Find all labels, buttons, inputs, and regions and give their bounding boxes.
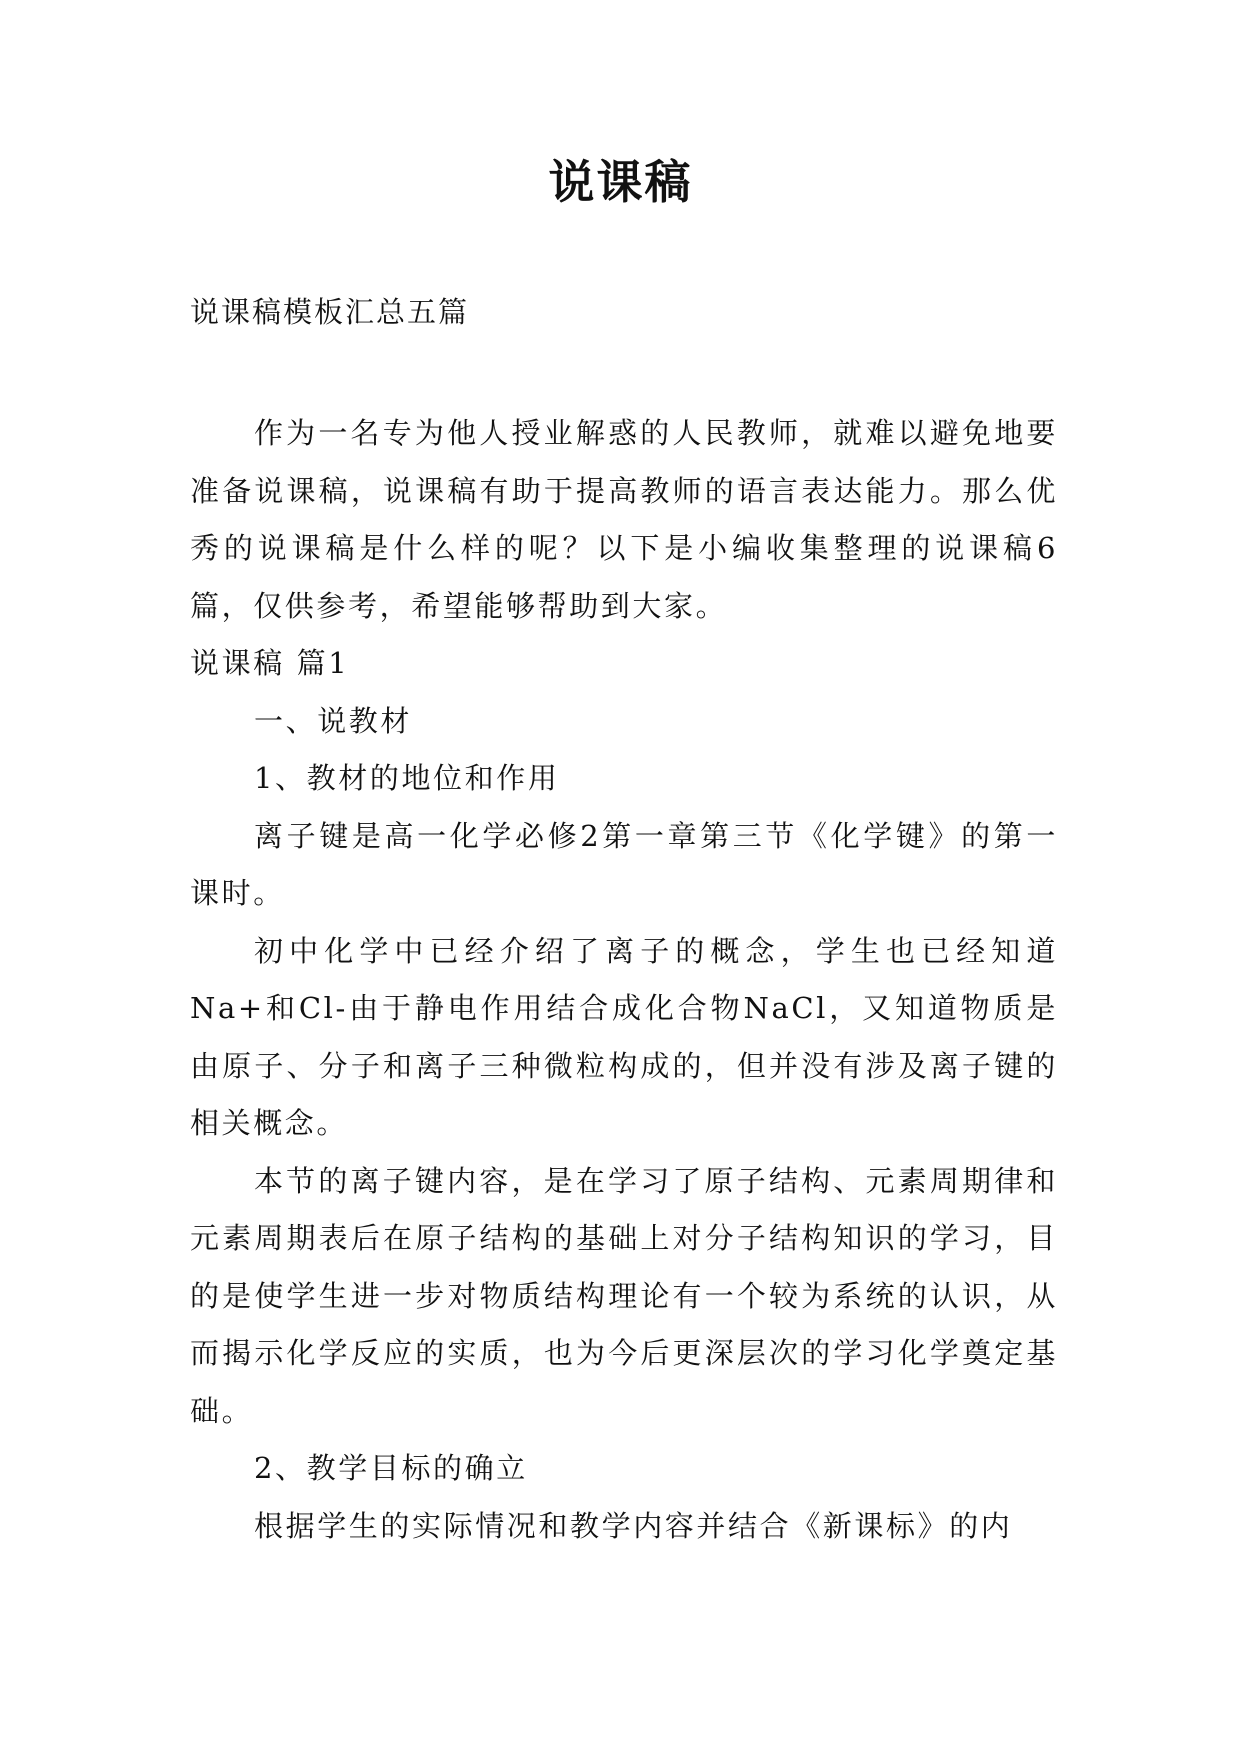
body-paragraph: 根据学生的实际情况和教学内容并结合《新课标》的内: [254, 1508, 1013, 1543]
subsection-heading: 一、说教材: [254, 703, 413, 738]
body-paragraph: 本节的离子键内容，是在学习了原子结构、元素周期律和元素周期表后在原子结构的基础上对分子结构知识的学习，目的是使学生进一步对物质结构理论有一个较为系统的认识，从而揭示化学反应的实质，也为今后更深层次的学习化学奠定基础。: [190, 1163, 1058, 1428]
item-heading: 2、教学目标的确立: [254, 1451, 528, 1485]
document-subtitle: 说课稿模板汇总五篇: [190, 295, 470, 329]
section-heading: 说课稿 篇1: [190, 646, 350, 680]
item-heading: 1、教材的地位和作用: [254, 761, 560, 795]
intro-paragraph: 作为一名专为他人授业解惑的人民教师，就难以避免地要准备说课稿，说课稿有助于提高教师的语言表达能力。那么优秀的说课稿是什么样的呢？以下是小编收集整理的说课稿6篇，仅供参考，希望能够帮助到大家。: [190, 416, 1058, 623]
document-body: [190, 405, 1058, 1555]
body-paragraph: 离子键是高一化学必修2第一章第三节《化学键》的第一课时。: [190, 818, 1058, 910]
body-paragraph: 初中化学中已经介绍了离子的概念，学生也已经知道Na+和Cl-由于静电作用结合成化合物NaCl，又知道物质是由原子、分子和离子三种微粒构成的，但并没有涉及离子键的相关概念。: [190, 933, 1058, 1140]
document-title: 说课稿: [548, 155, 693, 209]
